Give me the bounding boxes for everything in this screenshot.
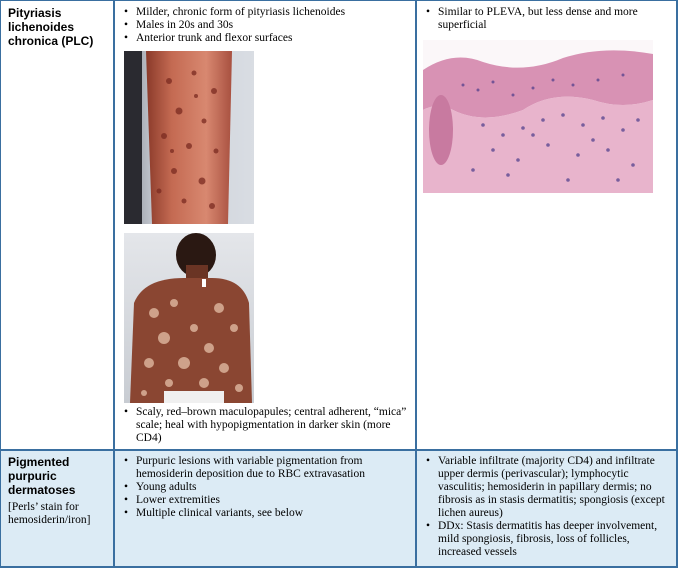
plc-histo-cell bbox=[423, 6, 673, 32]
list-item: • Young adults bbox=[121, 481, 411, 494]
plc-clinical-bottom-list bbox=[121, 406, 413, 445]
border-col1 bbox=[113, 0, 115, 568]
plc-clinical-list bbox=[121, 6, 411, 45]
clinical-photo-back bbox=[124, 233, 254, 403]
list-item: • Lower extremities bbox=[121, 494, 411, 507]
list-item: • Anterior trunk and flexor surfaces bbox=[121, 32, 411, 45]
list-item: • Purpuric lesions with variable pigmentation from hemosiderin deposition due to RBC extravasation bbox=[121, 455, 411, 481]
list-item: • Multiple clinical variants, see below bbox=[121, 507, 411, 520]
list-item: • Scaly, red–brown maculopapules; central adherent, “mica” scale; heal with hypopigmentation in darker skin (more CD4) bbox=[121, 406, 413, 445]
border-left bbox=[0, 0, 1, 568]
border-col2 bbox=[415, 0, 417, 568]
ppd-name: Pigmented purpuric dermatoses bbox=[8, 455, 76, 497]
ppd-clinical-cell bbox=[121, 455, 411, 520]
ppd-histo-list bbox=[423, 455, 673, 559]
ppd-clinical-list bbox=[121, 455, 411, 520]
plc-histo-list bbox=[423, 6, 673, 32]
border-row bbox=[0, 449, 678, 451]
ppd-name-cell bbox=[8, 455, 108, 527]
plc-name-cell bbox=[8, 6, 108, 48]
list-item: • Males in 20s and 30s bbox=[121, 19, 411, 32]
list-item: • Variable infiltrate (majority CD4) and infiltrate upper dermis (perivascular); lymphocytic vasculitis; hemosiderin in papillary dermis; no fibrosis as in stasis dermatitis; spongiosis (except lichen aureus) bbox=[423, 455, 673, 520]
ppd-histo-cell bbox=[423, 455, 673, 559]
clinical-photo-leg bbox=[124, 51, 254, 224]
ppd-note: [Perls’ stain for hemosiderin/iron] bbox=[8, 501, 91, 526]
list-item: • DDx: Stasis dermatitis has deeper involvement, mild spongiosis, fibrosis, loss of follicles, increased vessels bbox=[423, 520, 673, 559]
list-item: • Milder, chronic form of pityriasis lichenoides bbox=[121, 6, 411, 19]
list-item: • Similar to PLEVA, but less dense and more superficial bbox=[423, 6, 673, 32]
plc-clinical-bottom-cell bbox=[121, 406, 413, 445]
histology-photo bbox=[423, 40, 653, 193]
plc-clinical-cell bbox=[121, 6, 411, 45]
plc-name: Pityriasis lichenoides chronica (PLC) bbox=[8, 6, 94, 48]
border-top bbox=[0, 0, 678, 1]
